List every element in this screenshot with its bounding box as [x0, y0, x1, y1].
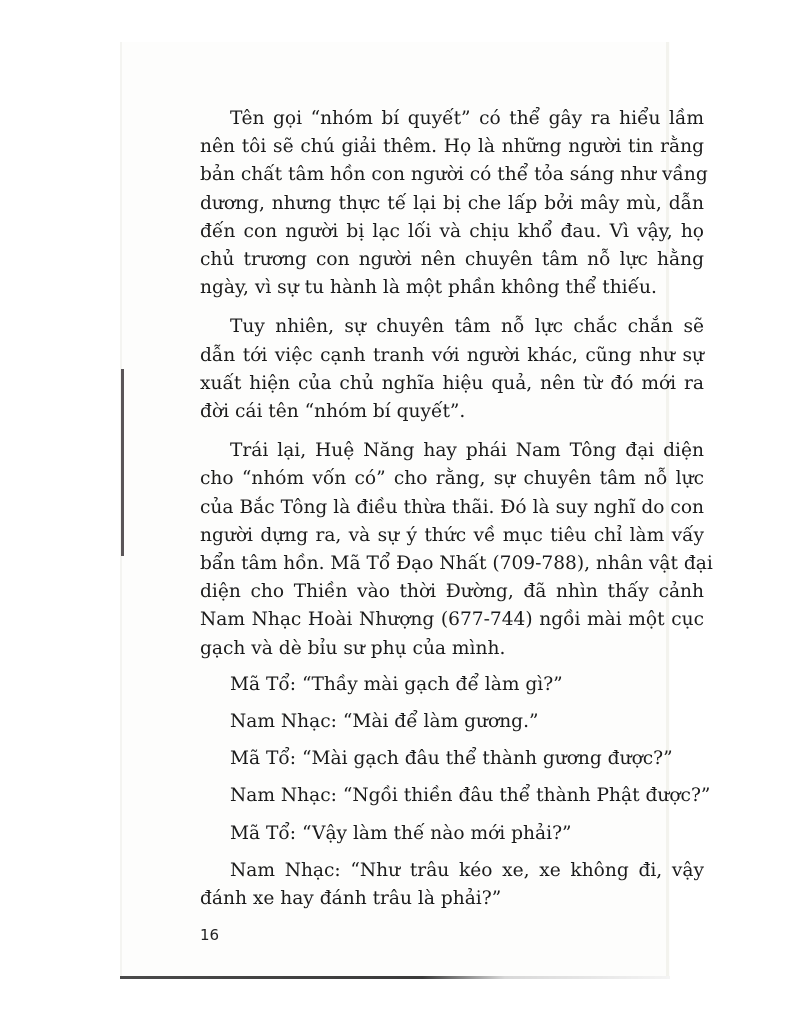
dialogue-line-ma-to-2 — [200, 745, 704, 773]
text-line: ngày, vì sự tu hành là một phần không thể thiếu. — [200, 277, 657, 299]
dialogue-line-nam-nhac-3 — [200, 857, 704, 913]
text-line: Nam Nhạc: “Như trâu kéo xe, xe không đi, vậy — [230, 859, 704, 881]
text-line: Mã Tổ: “Mài gạch đâu thể thành gương được?” — [230, 748, 673, 770]
page-body-text — [200, 105, 713, 913]
text-line: dẫn tới việc cạnh tranh với người khác, cũng như sự — [200, 344, 704, 366]
text-line: người dựng ra, và sự ý thức về mục tiêu chỉ làm vấy — [200, 524, 704, 546]
dialogue-line-nam-nhac-1 — [200, 708, 704, 736]
text-line: Tuy nhiên, sự chuyên tâm nỗ lực chắc chắn sẽ — [230, 316, 704, 338]
text-line: Trái lại, Huệ Năng hay phái Nam Tông đại diện — [230, 440, 704, 462]
text-line: gạch và dè bỉu sư phụ của mình. — [200, 637, 506, 659]
text-line: đánh xe hay đánh trâu là phải?” — [200, 888, 502, 910]
paragraph-2 — [200, 313, 704, 426]
text-line: đời cái tên “nhóm bí quyết”. — [200, 401, 466, 423]
paragraph-1 — [200, 105, 708, 302]
text-line: Mã Tổ: “Thầy mài gạch để làm gì?” — [230, 673, 563, 695]
text-line: Nam Nhạc: “Ngồi thiền đâu thể thành Phật được?” — [230, 785, 711, 807]
text-line: Mã Tổ: “Vậy làm thế nào mới phải?” — [230, 822, 572, 844]
text-line: cho “nhóm vốn có” cho rằng, sự chuyên tâm nỗ lực — [200, 468, 704, 490]
text-line: chủ trương con người nên chuyên tâm nỗ lực hằng — [200, 249, 704, 271]
text-line: bẩn tâm hồn. Mã Tổ Đạo Nhất (709-788), nhân vật đại — [200, 553, 713, 575]
text-line: đến con người bị lạc lối và chịu khổ đau. Vì vậy, họ — [200, 220, 704, 242]
text-line: xuất hiện của chủ nghĩa hiệu quả, nên từ đó mới ra — [200, 372, 704, 394]
text-line: của Bắc Tông là điều thừa thãi. Đó là suy nghĩ do con — [200, 496, 704, 518]
text-line: diện cho Thiền vào thời Đường, đã nhìn thấy cảnh — [200, 581, 704, 603]
text-line: Nam Nhạc Hoài Nhượng (677-744) ngồi mài một cục — [200, 609, 704, 631]
paragraph-3 — [200, 437, 713, 663]
text-line: nên tôi sẽ chú giải thêm. Họ là những người tin rằng — [200, 136, 704, 158]
spine-shadow-mark — [121, 369, 124, 556]
text-line: Nam Nhạc: “Mài để làm gương.” — [230, 711, 539, 733]
dialogue-line-ma-to-1 — [200, 671, 704, 699]
text-line: dương, nhưng thực tế lại bị che lấp bởi mây mù, dẫn — [200, 192, 704, 214]
page-number: 16 — [200, 926, 220, 944]
dialogue-line-ma-to-3 — [200, 820, 704, 848]
page-bottom-edge — [120, 976, 670, 979]
text-line: Tên gọi “nhóm bí quyết” có thể gây ra hiểu lầm — [230, 108, 704, 129]
dialogue-line-nam-nhac-2 — [200, 782, 711, 810]
text-line: bản chất tâm hồn con người có thể tỏa sáng như vầng — [200, 164, 708, 186]
